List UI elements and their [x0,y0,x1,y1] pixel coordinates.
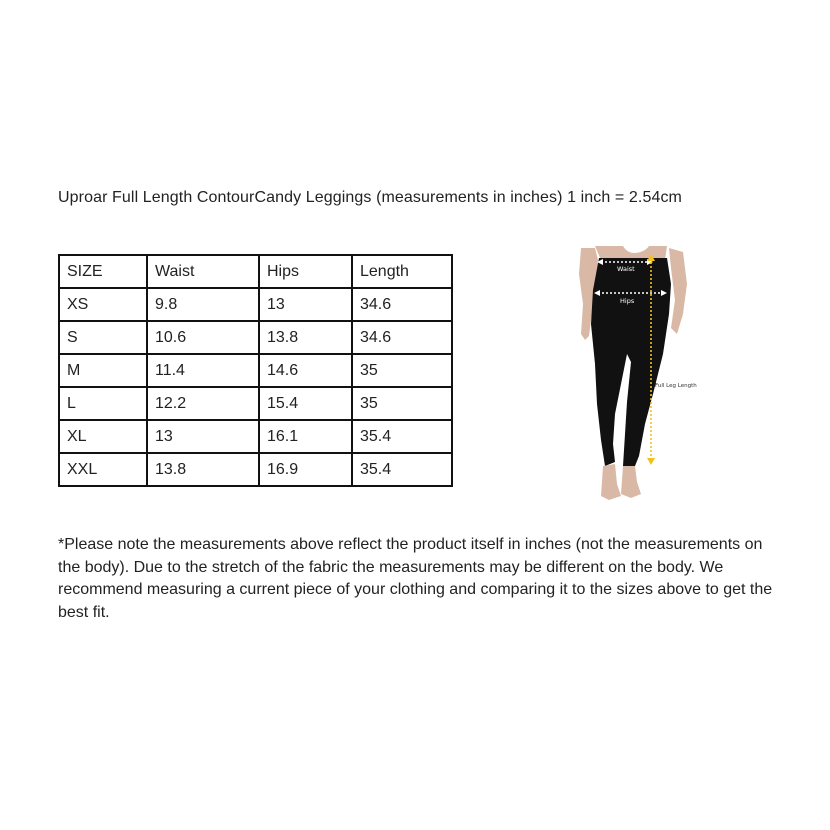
length-cell: 34.6 [352,321,452,354]
length-cell: 35 [352,387,452,420]
chart-title: Uproar Full Length ContourCandy Leggings (measurements in inches) 1 inch = 2.54cm [58,189,682,206]
length-cell: 35.4 [352,420,452,453]
length-label: Full Leg Length [655,383,697,389]
measurement-note: *Please note the measurements above reflect the product itself in inches (not the measurements on the body). Due to the stretch of the fabric the measurements may be different on the body. We recommend measuring a current piece of your clothing and comparing it to the sizes above to get the best fit. [58,536,773,621]
hips-cell: 16.1 [259,420,352,453]
hips-label: Hips [620,297,635,305]
table-row [59,321,452,354]
size-cell: XL [59,420,147,453]
length-arrow-bottom [647,458,655,465]
size-cell: S [59,321,147,354]
table-row [59,420,452,453]
torso [595,246,667,260]
length-cell: 34.6 [352,288,452,321]
waist-cell: 13 [147,420,259,453]
hips-cell: 13.8 [259,321,352,354]
right-foot [621,466,641,498]
waist-label: Waist [617,265,635,273]
right-arm [669,248,687,334]
left-foot [601,464,621,500]
length-cell: 35.4 [352,453,452,486]
table-row [59,453,452,486]
table-row [59,387,452,420]
hips-cell: 14.6 [259,354,352,387]
table-row [59,288,452,321]
waist-cell: 13.8 [147,453,259,486]
waist-cell: 9.8 [147,288,259,321]
size-cell: M [59,354,147,387]
hips-cell: 16.9 [259,453,352,486]
size-cell: L [59,387,147,420]
table-header-row [59,255,452,288]
header-size: SIZE [59,255,147,288]
header-length: Length [352,255,452,288]
size-cell: XS [59,288,147,321]
header-waist: Waist [147,255,259,288]
hips-cell: 15.4 [259,387,352,420]
leggings-illustration [565,244,715,514]
leggings [591,258,671,466]
waist-cell: 10.6 [147,321,259,354]
waist-cell: 12.2 [147,387,259,420]
waist-cell: 11.4 [147,354,259,387]
size-chart-table [58,254,453,487]
size-cell: XXL [59,453,147,486]
header-hips: Hips [259,255,352,288]
hips-cell: 13 [259,288,352,321]
table-row [59,354,452,387]
length-cell: 35 [352,354,452,387]
leggings-measurement-figure [565,244,715,514]
